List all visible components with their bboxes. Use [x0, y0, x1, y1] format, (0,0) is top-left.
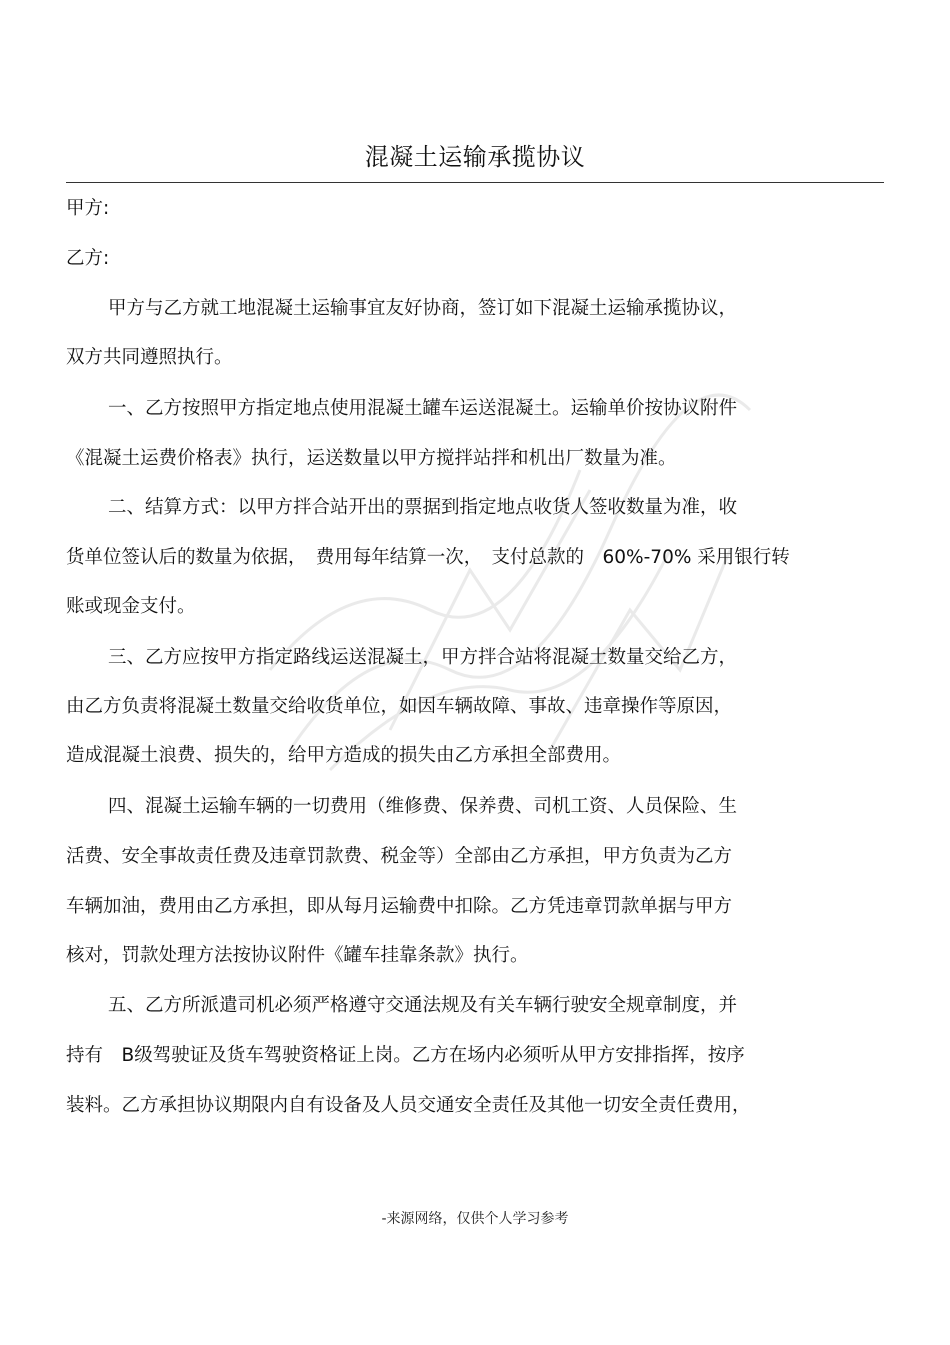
clause-4-line-3: 车辆加油，费用由乙方承担，即从每月运输费中扣除。乙方凭违章罚款单据与甲方 — [66, 896, 733, 917]
clause-2-line-2: 货单位签认后的数量为依据， 费用每年结算一次， 支付总款的 60%-70% 采用银行转 — [66, 547, 790, 568]
clause-4-line-1: 四、混凝土运输车辆的一切费用（维修费、保养费、司机工资、人员保险、生 — [108, 796, 738, 817]
clause-2-line-1: 二、结算方式：以甲方拌合站开出的票据到指定地点收货人签收数量为准，收 — [108, 497, 738, 518]
clause-4-line-4: 核对，罚款处理方法按协议附件《罐车挂靠条款》执行。 — [66, 945, 529, 966]
clause-2-line-3: 账或现金支付。 — [66, 596, 196, 617]
clause-5-line-1: 五、乙方所派遣司机必须严格遵守交通法规及有关车辆行驶安全规章制度，并 — [108, 995, 738, 1016]
clause-5-line-2: 持有 B级驾驶证及货车驾驶资格证上岗。乙方在场内必须听从甲方安排指挥，按序 — [66, 1045, 745, 1066]
clause-1-line-1: 一、乙方按照甲方指定地点使用混凝土罐车运送混凝土。运输单价按协议附件 — [108, 398, 738, 419]
clause-3-line-2: 由乙方负责将混凝土数量交给收货单位，如因车辆故障、事故、违章操作等原因， — [66, 696, 733, 717]
footer-note: -来源网络，仅供个人学习参考 — [381, 1211, 569, 1227]
party-a-label: 甲方: — [66, 198, 110, 219]
intro-line-1: 甲方与乙方就工地混凝土运输事宜友好协商，签订如下混凝土运输承揽协议， — [108, 298, 738, 319]
clause-4-line-2: 活费、安全事故责任费及违章罚款费、税金等）全部由乙方承担，甲方负责为乙方 — [66, 846, 733, 867]
clause-3-line-3: 造成混凝土浪费、损失的，给甲方造成的损失由乙方承担全部费用。 — [66, 745, 622, 766]
clause-1-line-2: 《混凝土运费价格表》执行，运送数量以甲方搅拌站拌和机出厂数量为准。 — [66, 448, 677, 469]
document-title: 混凝土运输承揽协议 — [364, 143, 586, 171]
party-b-label: 乙方: — [66, 248, 110, 269]
clause-5-line-3: 装料。乙方承担协议期限内自有设备及人员交通安全责任及其他一切安全责任费用， — [66, 1095, 751, 1116]
intro-line-2: 双方共同遵照执行。 — [66, 347, 233, 368]
watermark-stamp — [250, 370, 770, 790]
title-divider — [66, 182, 884, 183]
clause-3-line-1: 三、乙方应按甲方指定路线运送混凝土，甲方拌合站将混凝土数量交给乙方， — [108, 647, 738, 668]
